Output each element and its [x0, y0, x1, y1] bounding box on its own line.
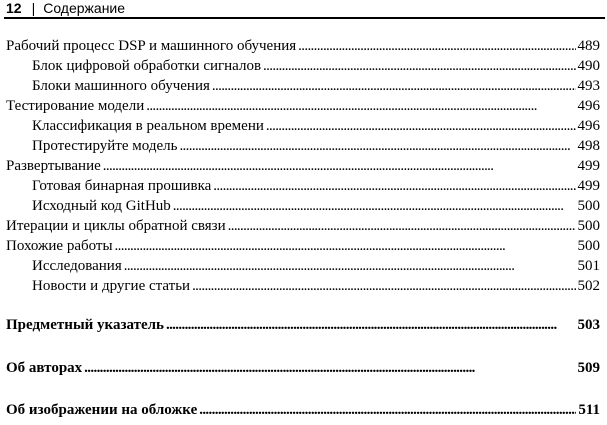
dot-leader [192, 276, 575, 296]
toc-chapter-title: Об авторах [6, 360, 83, 376]
toc-entry[interactable] [6, 96, 600, 116]
toc-entry-page: 499 [577, 178, 600, 194]
dot-leader [166, 315, 576, 335]
toc-entry-page: 496 [577, 98, 600, 114]
toc-entry-title: Блоки машинного обучения [32, 78, 210, 94]
toc-entry-title: Исследования [32, 258, 122, 274]
toc-entry-title: Исходный код GitHub [32, 198, 171, 214]
toc-entry-title: Итерации и циклы обратной связи [6, 218, 226, 234]
dot-leader [266, 116, 576, 136]
toc-entry-page: 498 [577, 138, 600, 154]
dot-leader [199, 400, 576, 420]
toc-entry-title: Готовая бинарная прошивка [32, 178, 212, 194]
toc-chapter-title: Об изображении на обложке [6, 402, 198, 418]
toc-entry-title: Новости и другие статьи [32, 278, 191, 294]
toc-entry-title: Блок цифровой обработки сигналов [32, 58, 262, 74]
toc-entry[interactable] [6, 276, 600, 296]
header-page-number: 12 [6, 0, 22, 16]
dot-leader [124, 256, 576, 276]
dot-leader [179, 136, 575, 156]
toc-chapter-entry[interactable] [6, 400, 600, 420]
dot-leader [103, 156, 576, 176]
dot-leader [173, 196, 576, 216]
toc-entry[interactable] [6, 156, 600, 176]
toc-entry-page: 501 [577, 258, 600, 274]
toc-entry[interactable] [6, 56, 600, 76]
toc-entry[interactable] [6, 216, 600, 236]
toc-chapter-entry[interactable] [6, 358, 600, 378]
toc-entry-title: Протестируйте модель [32, 138, 178, 154]
toc-entry-page: 502 [577, 278, 600, 294]
toc-entry-page: 499 [577, 158, 600, 174]
toc-entry-page: 490 [577, 58, 600, 74]
dot-leader [212, 76, 576, 96]
toc-entry[interactable] [6, 256, 600, 276]
toc-chapter-title: Предметный указатель [6, 317, 164, 333]
dot-leader [213, 176, 575, 196]
toc-entry[interactable] [6, 76, 600, 96]
toc-entry-title: Тестирование модели [6, 98, 145, 114]
toc-entry-page: 496 [577, 118, 600, 134]
dot-leader [228, 216, 576, 236]
toc-entry-title: Рабочий процесс DSP и машинного обучения [6, 38, 297, 54]
toc-chapter-page: 509 [577, 360, 600, 376]
toc-entry-page: 493 [577, 78, 600, 94]
toc-entry[interactable] [6, 116, 600, 136]
toc-entry-page: 500 [577, 218, 600, 234]
header-separator: | [31, 0, 36, 16]
dot-leader [298, 36, 575, 56]
toc-entry-page: 489 [577, 38, 600, 54]
toc-entry-title: Классификация в реальном времени [32, 118, 264, 134]
toc-entry-page: 500 [577, 198, 600, 214]
toc-entry[interactable] [6, 236, 600, 256]
dot-leader [115, 236, 576, 256]
toc-entry[interactable] [6, 176, 600, 196]
header-section-title: Содержание [43, 0, 126, 16]
dot-leader [263, 56, 575, 76]
toc-entry-page: 500 [577, 238, 600, 254]
toc-chapter-page: 511 [578, 402, 600, 418]
running-header [6, 0, 604, 17]
dot-leader [84, 358, 575, 378]
toc-entry-title: Похожие работы [6, 238, 113, 254]
toc-entry[interactable] [6, 136, 600, 156]
toc-entry-title: Развертывание [6, 158, 101, 174]
toc-chapter-page: 503 [577, 317, 600, 333]
toc-chapter-entry[interactable] [6, 315, 600, 335]
header-rule [4, 17, 605, 19]
toc-entry[interactable] [6, 36, 600, 56]
toc-entry[interactable] [6, 196, 600, 216]
dot-leader [146, 96, 575, 116]
